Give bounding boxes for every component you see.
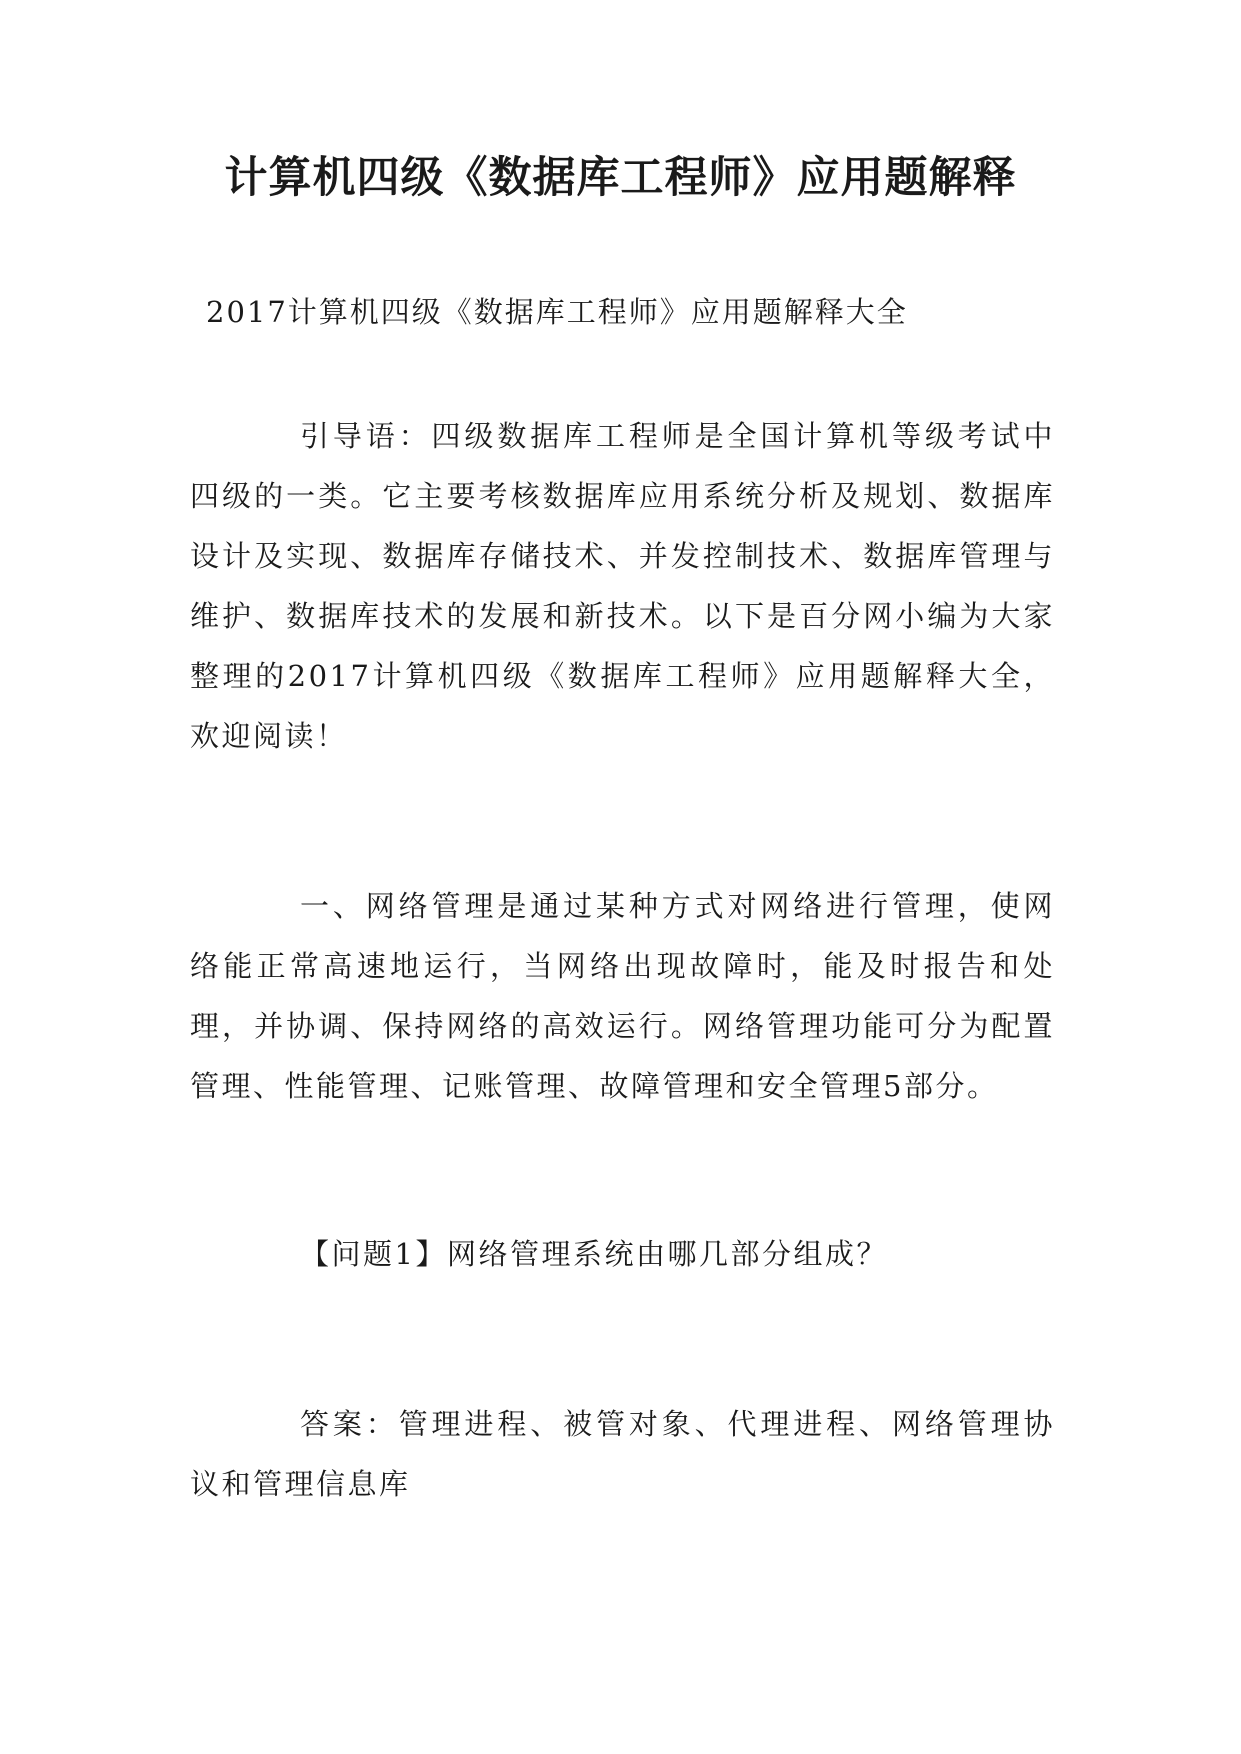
document-subtitle: 2017计算机四级《数据库工程师》应用题解释大全 — [206, 295, 908, 329]
question-1: 【问题1】网络管理系统由哪几部分组成？ — [300, 1237, 888, 1271]
document-title: 计算机四级《数据库工程师》应用题解释 — [224, 153, 1017, 203]
answer-1: 答案：管理进程、被管对象、代理进程、网络管理协议和管理信息库 — [190, 1407, 1055, 1501]
section-one-paragraph: 一、网络管理是通过某种方式对网络进行管理，使网络能正常高速地运行，当网络出现故障时，能及时报告和处理，并协调、保持网络的高效运行。网络管理功能可分为配置管理、性能管理、记账管理、故障管理和安全管理5部分。 — [190, 889, 1055, 1103]
intro-paragraph: 引导语：四级数据库工程师是全国计算机等级考试中四级的一类。它主要考核数据库应用系统分析及规划、数据库设计及实现、数据库存储技术、并发控制技术、数据库管理与维护、数据库技术的发展和新技术。以下是百分网小编为大家整理的2017计算机四级《数据库工程师》应用题解释大全，欢迎阅读！ — [190, 419, 1055, 753]
